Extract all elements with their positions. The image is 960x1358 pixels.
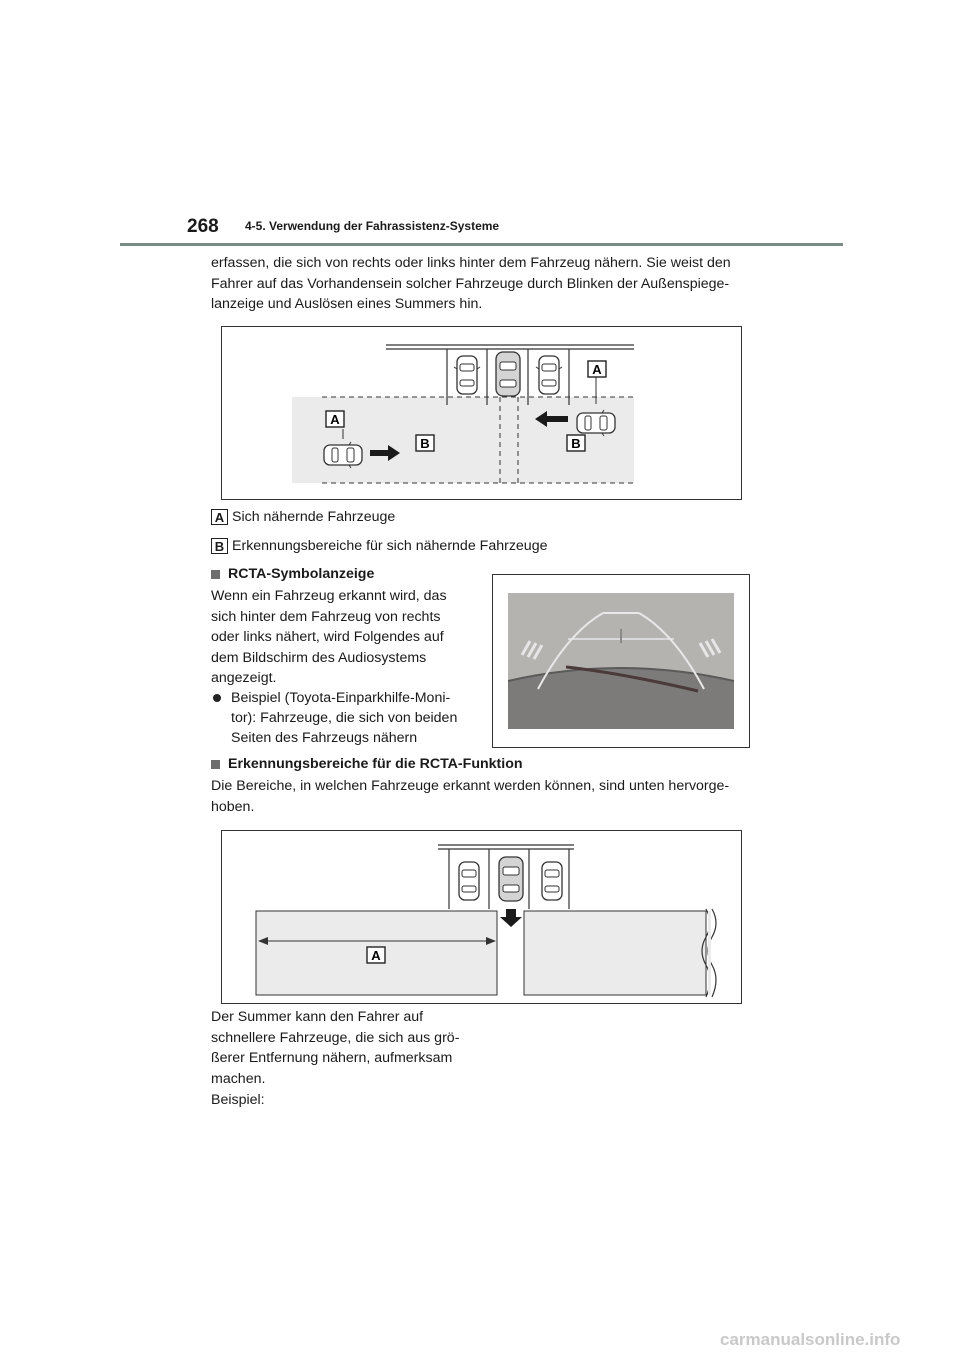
header-rule (120, 243, 843, 246)
legend-text-a: Sich nähernde Fahrzeuge (232, 509, 396, 525)
detection-paragraph: Die Bereiche, in welchen Fahrzeuge erkannt werden können, sind unten hervorge-hoben. (211, 778, 730, 815)
callout-a-right (588, 361, 606, 377)
rcta-display-bullet (211, 688, 473, 748)
callout-a-left (326, 411, 344, 427)
rcta-display-heading (211, 566, 374, 582)
intro-paragraph: erfassen, die sich von rechts oder links hinter dem Fahrzeug nähern. Sie weist den Fahrer auf das Vorhandensein solcher Fahrzeuge durch Blinken der Außenspiege-lanzeige und Auslösen eines Summers hin. (211, 255, 731, 312)
detection-area-diagram (222, 831, 741, 1003)
footer-watermark: carmanualsonline.info (720, 1330, 901, 1349)
callout-b-left (416, 435, 434, 451)
rcta-display-paragraph: Wenn ein Fahrzeug erkannt wird, das sich hinter dem Fahrzeug von rechts oder links nähert, wird Folgendes auf dem Bildschirm des Audiosystems angezeigt. (211, 588, 447, 686)
detection-area-figure (221, 830, 742, 1004)
callout-a-text: A (330, 412, 340, 427)
callout-a-detection (367, 947, 385, 963)
square-bullet-icon (211, 760, 220, 769)
rcta-approach-diagram (222, 327, 741, 499)
audio-screen-figure (492, 574, 750, 748)
detection-heading (211, 756, 523, 772)
bullet-dot-icon (213, 694, 221, 702)
page-number: 268 (187, 216, 219, 237)
legend-item-a (211, 509, 395, 525)
rcta-display-heading-text: RCTA-Symbolanzeige (228, 566, 375, 582)
buzzer-paragraph: Der Summer kann den Fahrer auf schnellere Fahrzeuge, die sich aus grö-ßerer Entfernung nähern, aufmerksam machen. (211, 1009, 460, 1087)
callout-b-text: B (420, 436, 430, 451)
legend-key-b: B (211, 538, 228, 554)
detection-heading-text: Erkennungsbereiche für die RCTA-Funktion (228, 756, 523, 772)
section-title: 4-5. Verwendung der Fahrassistenz-Systeme (245, 219, 500, 233)
legend-text-b: Erkennungsbereiche für sich nähernde Fahrzeuge (232, 538, 548, 554)
legend-key-a: A (211, 509, 228, 525)
legend-item-b (211, 538, 547, 554)
camera-screen (508, 593, 734, 729)
camera-view-svg (508, 593, 734, 729)
callout-b-text: B (571, 436, 581, 451)
callout-a-text: A (592, 362, 602, 377)
callout-a-detection-text: A (371, 948, 381, 963)
square-bullet-icon (211, 570, 220, 579)
rcta-display-bullet-text: Beispiel (Toyota-Einparkhilfe-Moni-tor): Fahrzeuge, die sich von beiden Seiten des Fahrzeugs nähern (231, 690, 458, 746)
callout-b-right (567, 435, 585, 451)
rcta-approach-figure (221, 326, 742, 500)
example-label: Beispiel: (211, 1092, 265, 1108)
